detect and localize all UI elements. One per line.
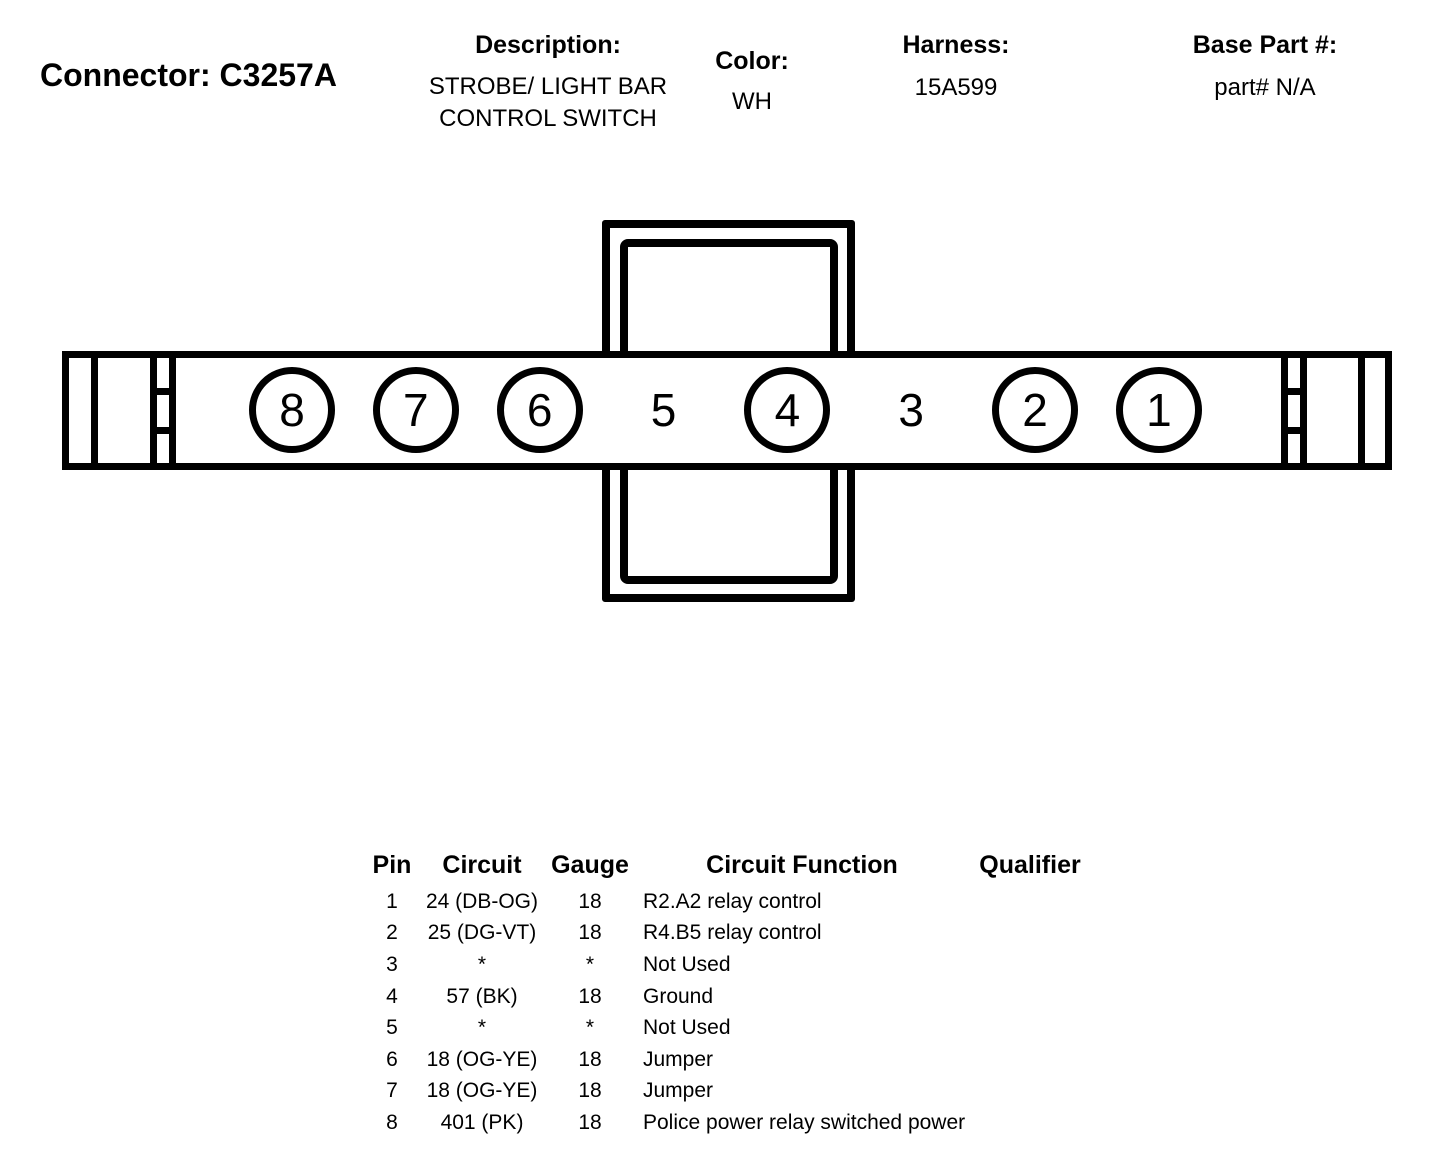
pin-position-plain [621,367,707,453]
cell-gauge: * [585,952,595,976]
cell-function: R2.A2 relay control [643,889,822,913]
base-part-block [1155,32,1375,104]
cell-pin: 4 [386,984,398,1008]
pin-position-circled [249,367,335,453]
header-gauge: Gauge [551,850,629,879]
pin-table [368,846,1088,1139]
cell-function: Jumper [643,1047,714,1071]
harness-label: Harness: [902,31,1010,59]
table-row [368,918,1088,950]
bar-left-divider-line [91,358,98,463]
pin-number: 1 [1146,384,1172,436]
cell-circuit: 18 (OG-YE) [426,1047,538,1071]
pin-number: 2 [1022,384,1048,436]
cell-pin: 1 [386,889,398,913]
table-row [368,886,1088,918]
color-block [682,48,822,118]
description-value: STROBE/ LIGHT BAR CONTROL SWITCH [428,73,668,132]
pin-number: 7 [403,384,429,436]
cell-circuit: 57 (BK) [446,984,518,1008]
connector-title: Connector: C3257A [40,57,337,93]
cell-circuit: * [477,952,487,976]
cell-gauge: * [585,1016,595,1040]
cell-pin: 5 [386,1016,398,1040]
cell-gauge: 18 [578,1047,602,1071]
base-part-label: Base Part #: [1192,31,1338,59]
base-part-value: part# N/A [1214,74,1316,101]
cell-circuit: 18 (OG-YE) [426,1079,538,1103]
header-pin: Pin [372,850,412,879]
pin-position-circled [373,367,459,453]
cell-pin: 6 [386,1047,398,1071]
cell-function: Ground [643,984,714,1008]
cell-pin: 8 [386,1110,398,1134]
description-block [398,32,698,135]
cell-gauge: 18 [578,921,602,945]
cell-function: Police power relay switched power [643,1110,966,1134]
pin-number: 8 [279,384,305,436]
notch-crossbar [1281,427,1307,434]
bar-right-lock-notch [1281,358,1307,463]
color-value: WH [732,88,772,115]
bar-right-divider-line [1358,358,1365,463]
color-label: Color: [715,47,789,75]
cell-pin: 7 [386,1079,398,1103]
cell-circuit: 25 (DG-VT) [427,921,537,945]
harness-block [876,32,1036,104]
header-circuit: Circuit [442,850,522,879]
header-circuit-function: Circuit Function [706,850,898,879]
table-row [368,949,1088,981]
cell-gauge: 18 [578,984,602,1008]
harness-value: 15A599 [914,74,998,101]
connector-pin-bar [62,351,1392,470]
table-header-row [368,846,1088,884]
cell-function: Not Used [643,952,731,976]
header-qualifier: Qualifier [979,850,1081,879]
cell-circuit: 24 (DB-OG) [425,889,538,913]
pin-position-plain [868,367,954,453]
cell-circuit: * [477,1016,487,1040]
bar-left-lock-notch [150,358,176,463]
cell-gauge: 18 [578,1110,602,1134]
table-body [368,886,1088,1139]
cell-function: R4.B5 relay control [643,921,822,945]
pin-number: 4 [774,384,801,436]
pin-position-circled [744,367,830,453]
table-row [368,1107,1088,1139]
cell-pin: 2 [386,921,398,945]
pin-position-circled [992,367,1078,453]
cell-gauge: 18 [578,1079,602,1103]
cell-gauge: 18 [578,889,602,913]
table-row [368,1044,1088,1076]
cell-function: Jumper [643,1079,714,1103]
pins-row [249,367,1202,453]
table-row [368,1076,1088,1108]
cell-circuit: 401 (PK) [440,1110,524,1134]
pin-position-circled [1116,367,1202,453]
cell-pin: 3 [386,952,398,976]
pin-number: 3 [898,384,925,436]
table-row [368,981,1088,1013]
table-row [368,1012,1088,1044]
pin-number: 6 [526,384,553,436]
notch-crossbar [150,388,176,395]
pin-position-circled [497,367,583,453]
cell-function: Not Used [643,1016,731,1040]
description-label: Description: [475,31,621,59]
pin-number: 5 [650,384,677,436]
notch-crossbar [150,427,176,434]
notch-crossbar [1281,388,1307,395]
